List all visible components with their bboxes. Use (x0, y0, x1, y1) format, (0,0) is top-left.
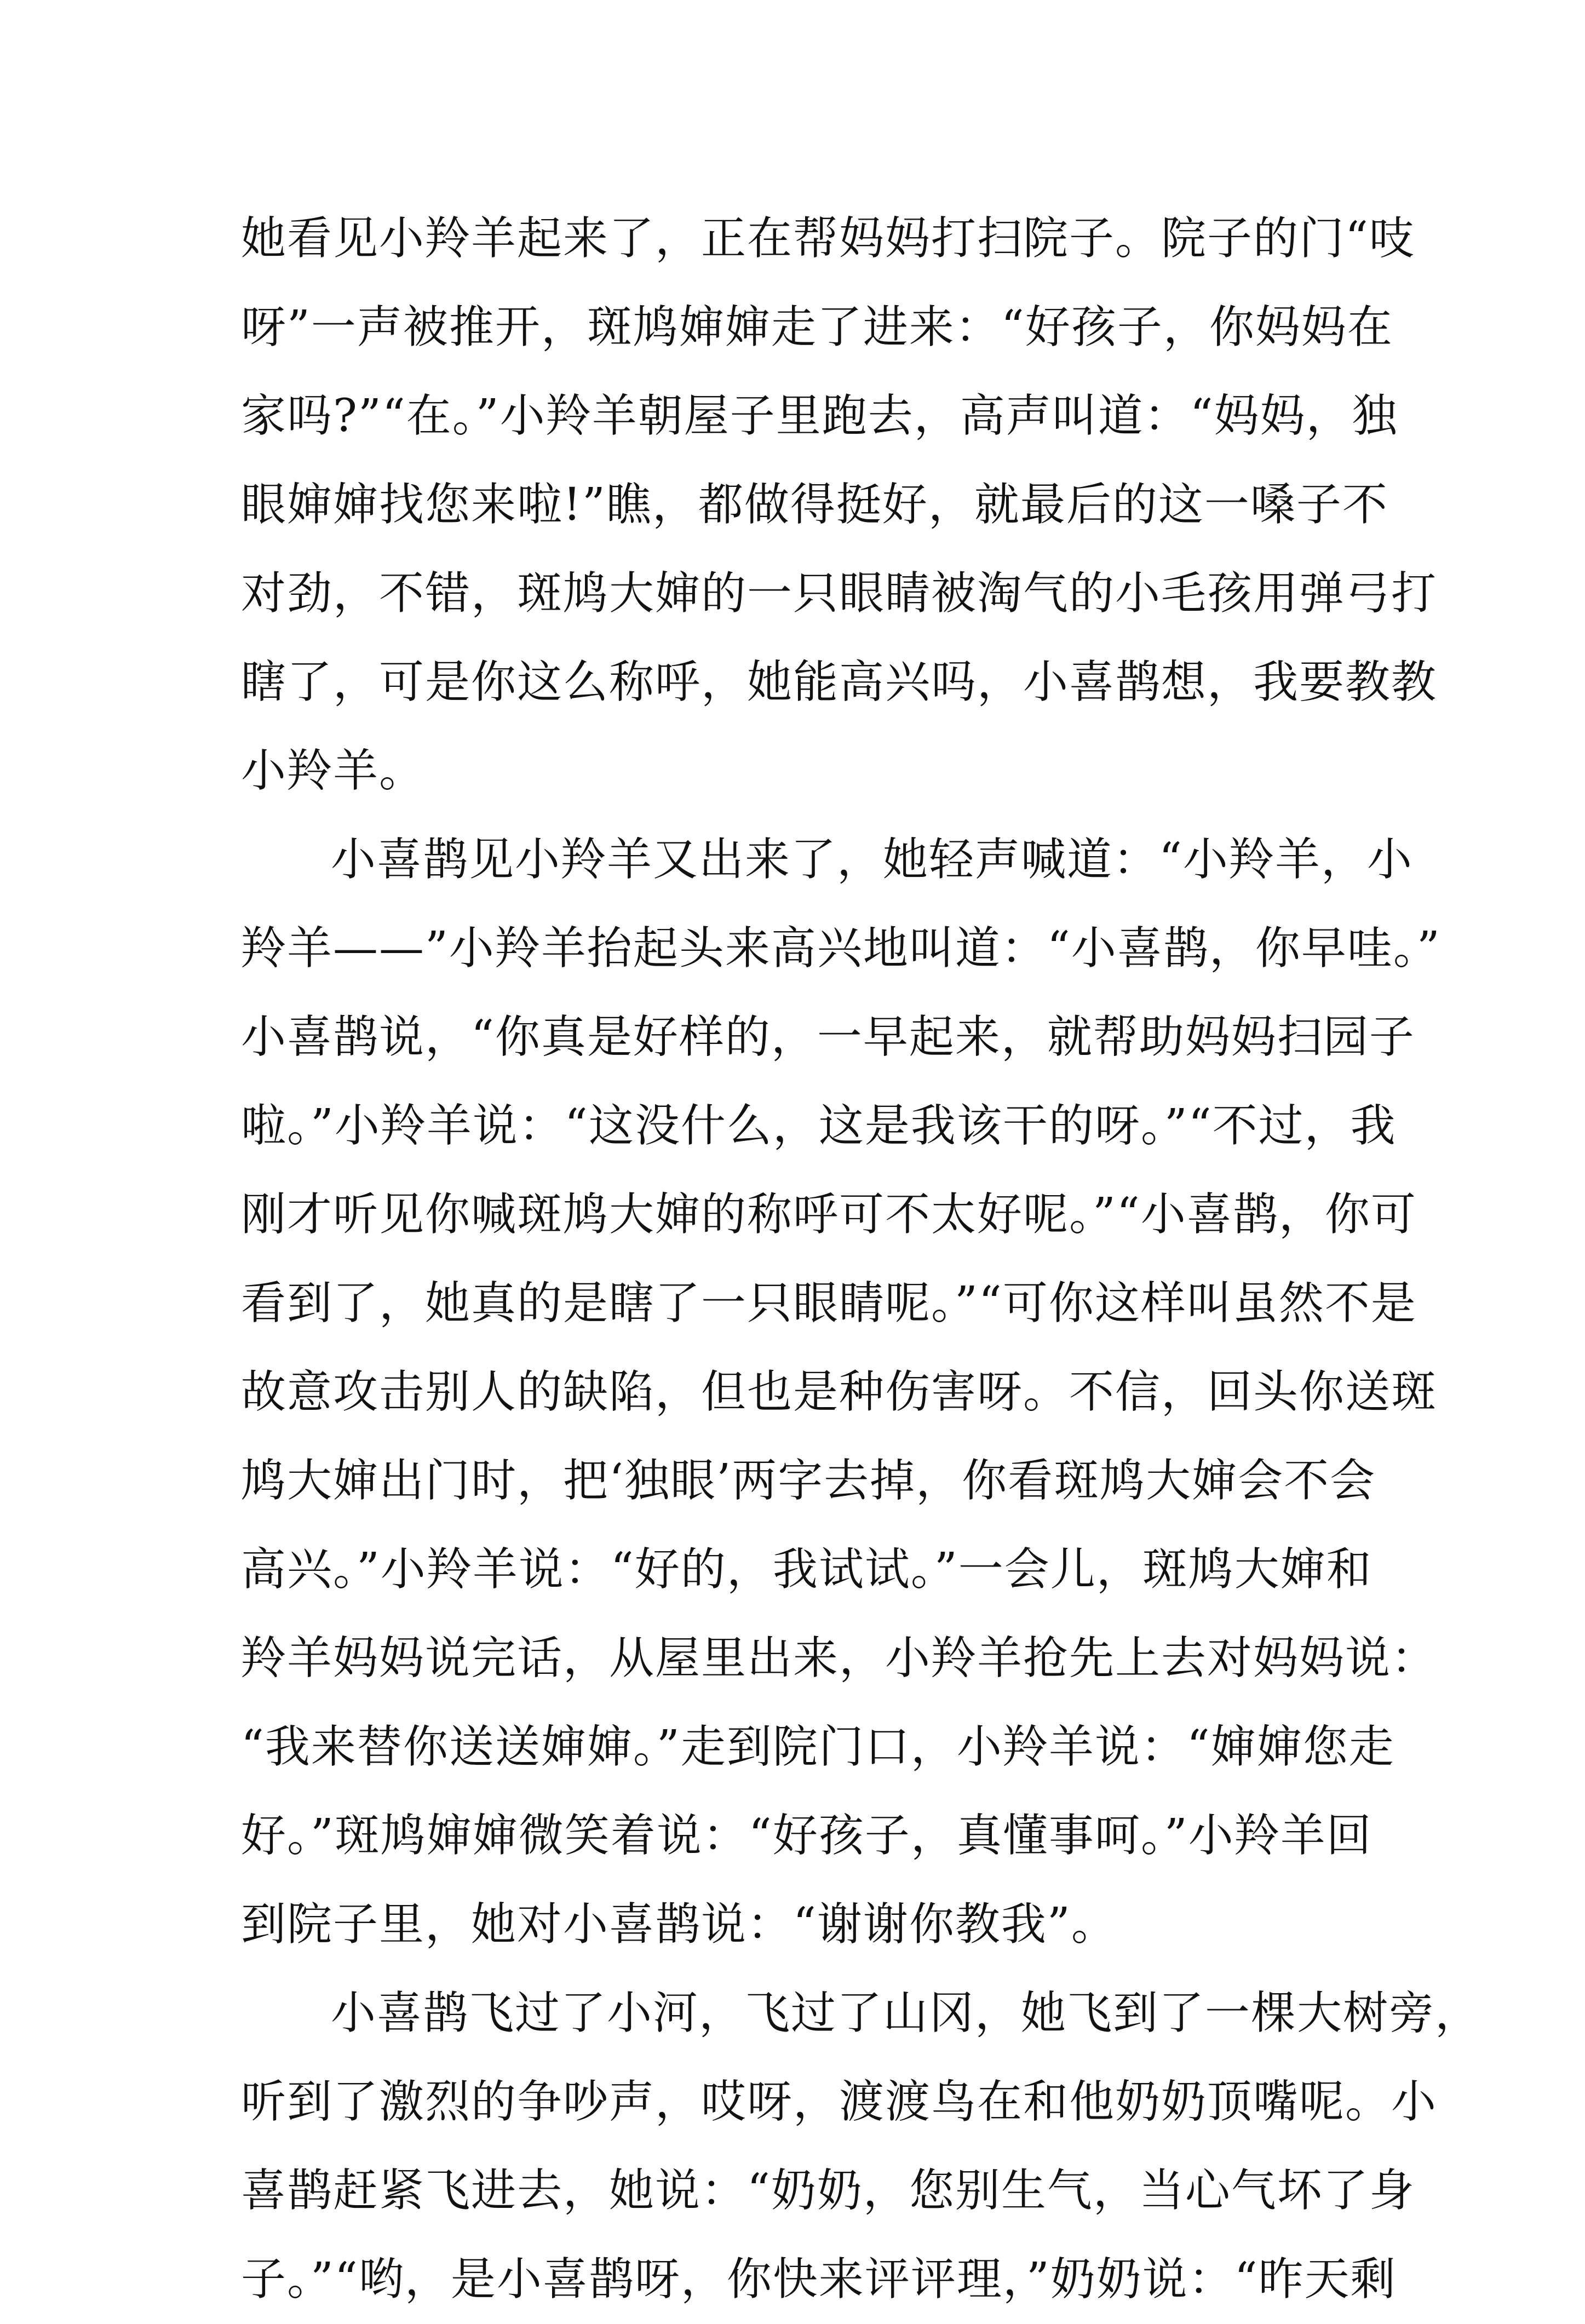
text-line: 瞎了，可是你这么称呼，她能高兴吗，小喜鹊想，我要教教 (241, 656, 1438, 708)
text-line: 眼婶婶找您来啦!”瞧，都做得挺好，就最后的这一嗓子不 (241, 479, 1388, 531)
text-line: 家吗?”“在。”小羚羊朝屋子里跑去，高声叫道：“妈妈，独 (241, 390, 1398, 442)
text-line: 小羚羊。 (241, 745, 426, 797)
text-line: 小喜鹊飞过了小河，飞过了山冈，她飞到了一棵大树旁， (331, 1987, 1481, 2039)
text-line: 羚羊妈妈说完话，从屋里出来，小羚羊抢先上去对妈妈说： (241, 1632, 1438, 1684)
text-line: 看到了，她真的是瞎了一只眼睛呢。”“可你这样叫虽然不是 (241, 1277, 1417, 1329)
text-line: 好。”斑鸠婶婶微笑着说：“好孩子，真懂事呵。”小羚羊回 (241, 1810, 1372, 1862)
text-line: 子。”“哟，是小喜鹊呀，你快来评评理，”奶奶说：“昨天剩 (241, 2253, 1397, 2305)
text-line: 刚才听见你喊斑鸠大婶的称呼可不太好呢。”“小喜鹊，你可 (241, 1189, 1417, 1241)
text-line: 故意攻击别人的缺陷，但也是种伤害呀。不信，回头你送斑 (241, 1366, 1438, 1418)
text-line: 羚羊——”小羚羊抬起头来高兴地叫道：“小喜鹊，你早哇。” (241, 922, 1441, 974)
text-line: 高兴。”小羚羊说：“好的，我试试。”一会儿，斑鸠大婶和 (241, 1543, 1372, 1596)
text-line: 啦。”小羚羊说：“这没什么，这是我该干的呀。”“不过，我 (241, 1100, 1397, 1152)
paragraph-2 (241, 816, 1441, 1969)
text-line: 对劲，不错，斑鸠大婶的一只眼睛被淘气的小毛孩用弹弓打 (241, 567, 1438, 619)
text-line: 小喜鹊见小羚羊又出来了，她轻声喊道：“小羚羊，小 (331, 834, 1413, 886)
paragraph-3 (241, 1969, 1481, 2324)
text-line: 小喜鹊说，“你真是好样的，一早起来，就帮助妈妈扫园子 (241, 1011, 1415, 1063)
text-line: 她看见小羚羊起来了，正在帮妈妈打扫院子。院子的门“吱 (241, 213, 1415, 265)
text-line: 喜鹊赶紧飞进去，她说：“奶奶，您别生气，当心气坏了身 (241, 2165, 1415, 2217)
paragraph-1 (241, 194, 1438, 816)
text-line: 听到了激烈的争吵声，哎呀，渡渡鸟在和他奶奶顶嘴呢。小 (241, 2076, 1438, 2128)
body-text (241, 194, 1481, 2324)
text-line: 到院子里，她对小喜鹊说：“谢谢你教我”。 (241, 1898, 1117, 1950)
text-line: “我来替你送送婶婶。”走到院门口，小羚羊说：“婶婶您走 (241, 1721, 1395, 1773)
text-line: 鸠大婶出门时，把‘独眼’两字去掉，你看斑鸠大婶会不会 (241, 1455, 1376, 1507)
text-line: 呀”一声被推开，斑鸠婶婶走了进来：“好孩子，你妈妈在 (241, 301, 1393, 353)
